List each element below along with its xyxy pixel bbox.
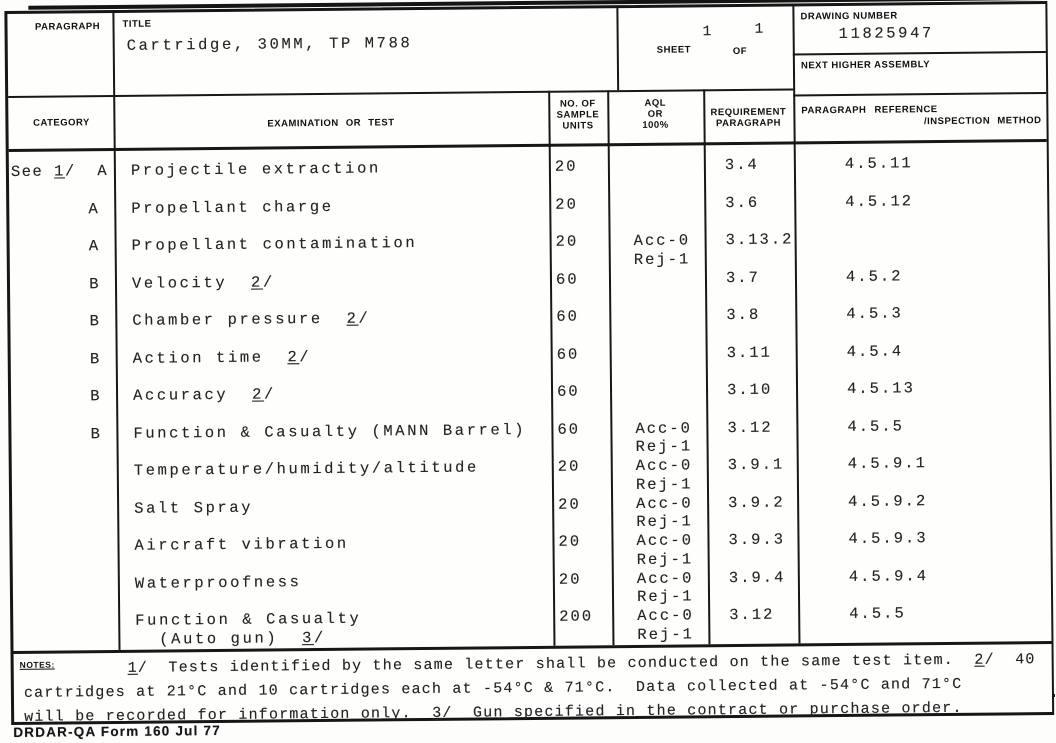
next-higher-assembly-label: NEXT HIGHER ASSEMBLY: [800, 59, 931, 72]
reference-cell: 4.5.2: [845, 266, 903, 286]
category-cell: B: [90, 424, 102, 443]
notes-label: NOTES:: [19, 659, 55, 670]
reference-cell: 4.5.9.2: [848, 491, 928, 511]
sheet-of-label: OF: [732, 45, 748, 58]
aql-cell: Acc-0 Rej-1: [633, 231, 691, 269]
form-frame: [4, 1, 1054, 725]
category-cell: B: [89, 274, 101, 293]
notes-text: 1/ Tests identified by the same letter shall be conducted on the same test item. 2/ 40 cartridges at 21°C and 10 cartridges each at -54°C & 71°C. Data collected at -54°C and 71°C will be recorded for information only. 3/ Gun specified in the contract or purchase order.: [23, 651, 1036, 726]
sample-units-cell: 20: [557, 457, 581, 476]
requirement-cell: 3.8: [726, 305, 761, 325]
sample-units-cell: 60: [557, 420, 581, 439]
requirement-cell: 3.4: [724, 155, 759, 175]
category-cell: A: [88, 237, 100, 256]
examination-cell: Action time 2/: [132, 347, 312, 368]
reference-cell: 4.5.4: [846, 341, 904, 361]
test-rows: [9, 139, 1052, 651]
requirement-cell: 3.6: [725, 193, 760, 212]
sample-units-cell: 60: [556, 382, 580, 401]
title-label: TITLE: [122, 18, 152, 30]
sheet-label: SHEET: [656, 44, 692, 56]
requirement-cell: 3.9.3: [728, 530, 786, 550]
reference-column-header-line1: PARAGRAPH REFERENCE: [801, 104, 938, 117]
category-column-header: CATEGORY: [33, 117, 90, 129]
examination-cell: Propellant contamination: [131, 234, 418, 255]
examination-cell: Function & Casualty (MANN Barrel): [133, 420, 527, 443]
category-cell: [15, 612, 103, 613]
aql-cell: Acc-0 Rej-1: [637, 606, 694, 644]
aql-cell: Acc-0 Rej-1: [636, 531, 694, 569]
examination-cell: Accuracy 2/: [132, 385, 276, 405]
title-value: Cartridge, 30MM, TP M788: [126, 34, 413, 55]
reference-cell: 4.5.9.3: [848, 529, 928, 548]
category-cell: B: [89, 349, 101, 368]
grid-line-horizontal: [793, 51, 1046, 55]
aql-cell: Acc-0 Rej-1: [635, 418, 693, 456]
sample-units-cell: 20: [558, 494, 581, 514]
requirement-cell: 3.9.2: [728, 493, 785, 512]
sample-units-cell: 60: [556, 307, 580, 326]
grid-line-vertical: [616, 8, 619, 90]
aql-cell: Acc-0 Rej-1: [635, 456, 693, 494]
category-cell: B: [89, 312, 101, 331]
sample-units-cell: 20: [558, 569, 582, 589]
sample-units-cell: 20: [555, 195, 578, 214]
requirement-cell: 3.12: [727, 418, 773, 437]
requirement-cell: 3.10: [726, 380, 773, 400]
category-cell: [14, 500, 102, 501]
sample-units-cell: 60: [556, 345, 580, 364]
requirement-cell: 3.9.1: [727, 455, 785, 475]
category-cell: [14, 462, 102, 463]
reference-cell: 4.5.9.4: [848, 566, 929, 586]
requirement-cell: 3.9.4: [728, 568, 786, 587]
category-cell: [14, 537, 102, 538]
requirement-cell: 3.11: [726, 343, 772, 362]
examination-cell: Temperature/humidity/altitude: [133, 458, 480, 480]
sample-units-cell: 20: [554, 157, 578, 176]
reference-cell: 4.5.5: [849, 604, 906, 623]
category-cell: See 1/ A: [10, 162, 109, 181]
reference-column-header-line2: /INSPECTION METHOD: [923, 115, 1042, 128]
sheet-number: 1: [702, 24, 713, 41]
grid-line-horizontal: [8, 88, 793, 98]
requirement-cell: 3.13.2: [725, 230, 794, 250]
drawing-number-value: 11825947: [838, 24, 934, 44]
requirement-cell: 3.12: [729, 605, 775, 625]
examination-cell: Velocity 2/: [131, 272, 275, 293]
reference-cell: 4.5.13: [846, 379, 915, 398]
requirement-column-header: REQUIREMENT PARAGRAPH: [710, 106, 787, 130]
category-cell: A: [88, 199, 100, 218]
examination-cell: Waterproofness: [134, 572, 302, 593]
sample-units-cell: 20: [555, 232, 579, 251]
examination-cell: Chamber pressure 2/: [132, 309, 371, 330]
aql-cell: Acc-0 Rej-1: [636, 493, 693, 531]
reference-cell: 4.5.3: [846, 304, 903, 323]
category-cell: B: [90, 387, 102, 406]
reference-cell: 4.5.9.1: [847, 454, 927, 473]
sample-units-column-header: NO. OF SAMPLE UNITS: [556, 98, 600, 132]
reference-cell: 4.5.11: [844, 154, 913, 173]
aql-column-header: AQL OR 100%: [642, 97, 669, 131]
grid-line-horizontal: [793, 92, 1046, 96]
examination-cell: Aircraft vibration: [134, 534, 349, 555]
reference-cell: 4.5.5: [847, 416, 904, 436]
reference-cell: 4.5.12: [845, 191, 914, 211]
examination-cell: Projectile extraction: [130, 159, 381, 180]
examination-cell: Function & Casualty (Auto gun) 3/: [135, 609, 362, 649]
aql-cell: Acc-0 Rej-1: [636, 568, 694, 606]
examination-cell: Propellant charge: [131, 197, 334, 218]
sample-units-cell: 200: [559, 607, 594, 626]
category-cell: [15, 575, 103, 576]
form-number-footer: DRDAR-QA Form 160 Jul 77: [13, 722, 221, 740]
sample-units-cell: 20: [558, 532, 582, 551]
examination-cell: Salt Spray: [134, 498, 254, 518]
paragraph-column-label: PARAGRAPH: [34, 21, 101, 33]
sheet-of-number: 1: [754, 21, 765, 38]
sample-units-cell: 60: [555, 270, 579, 289]
drawing-number-label: DRAWING NUMBER: [800, 10, 898, 23]
notes-section: [14, 641, 1053, 726]
requirement-cell: 3.7: [725, 268, 760, 287]
examination-column-header: EXAMINATION OR TEST: [267, 117, 395, 130]
